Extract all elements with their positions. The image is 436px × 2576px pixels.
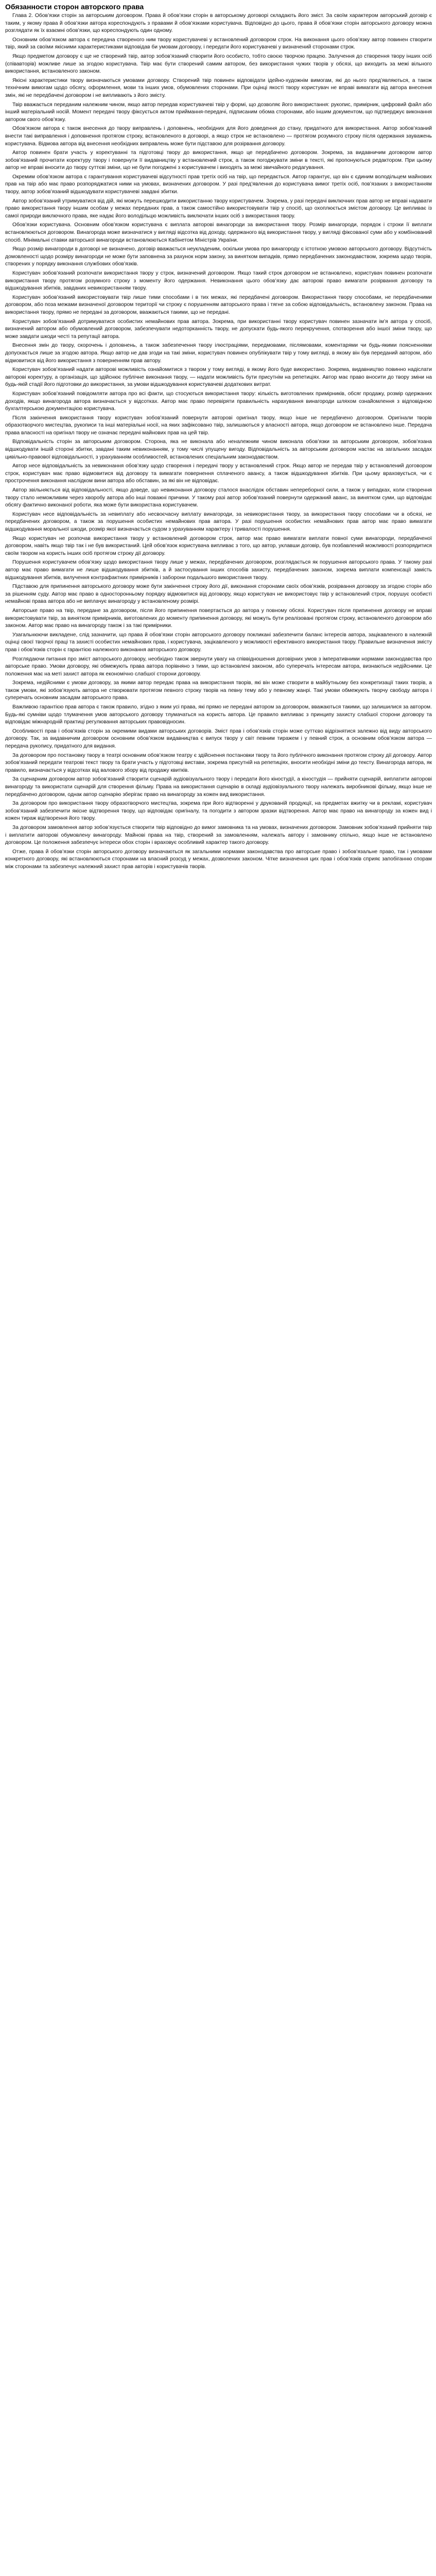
- paragraph: Основним обов’язком автора є передача створеного ним твору користувачеві у встановлений договором строк. На виконання цього обов’язку автор повинен створити твір, який за своїми якісними характеристиками відповідав би умовам договору, і передати його користувачеві у визначений сторонами строк.: [5, 37, 432, 50]
- paragraph: Особливості прав і обов’язків сторін за окремими видами авторських договорів. Зміст прав і обов’язків сторін може суттєво відрізнятися залежно від виду авторського договору. Так, за видавничим договором основним обов’язком видавництва є випуск твору у світ певним тиражем і у певний строк, а основним обов’язком автора — передача рукопису, придатного для видання.: [5, 728, 432, 750]
- paragraph: Якщо предметом договору є ще не створений твір, автор зобов’язаний створити його особисто, тобто своєю творчою працею. Залучення до створення твору інших осіб (співавторів) можливе лише за згодою користувача. Твір має бути створений самим автором, без використання чужих творів у обсязі, що виходить за межі вільного використання, встановленого законом.: [5, 53, 432, 75]
- paragraph: Важливою гарантією прав автора є також правило, згідно з яким усі права, які прямо не передані автором за договором, вважаються такими, що залишилися за автором. Будь-які сумніви щодо тлумачення умов авторського договору тлумачаться на користь автора. Це правило випливає з принципу захисту слабшої сторони договору та відповідає міжнародній практиці регулювання авторських правовідносин.: [5, 704, 432, 725]
- paragraph: Розглядаючи питання про зміст авторського договору, необхідно також звернути увагу на співвідношення договірних умов з імперативними нормами законодавства про авторське право. Умови договору, які обмежують права автора порівняно з тими, що встановлені законом, або суперечать інтересам автора, визнаються недійсними. Це положення має на меті захист автора як економічно слабшої сторони договору.: [5, 656, 432, 677]
- paragraph: Автор звільняється від відповідальності, якщо доведе, що невиконання договору сталося внаслідок обставин непереборної сили, а також у випадках, коли створення твору стало неможливим через хворобу автора або інші поважні причини. У такому разі автор зобов’язаний повернути одержаний аванс, за винятком суми, що відповідає обсягу фактично виконаної роботи, яка може бути використана користувачем.: [5, 487, 432, 509]
- paragraph: Зокрема, недійсними є умови договору, за якими автор передає права на використання творів, які він може створити в майбутньому без конкретизації таких творів, а також умови, які зобов’язують автора не створювати протягом певного строку творів на певну тему або у певному жанрі. Такі умови обмежують творчу свободу автора і суперечать основним засадам авторського права.: [5, 680, 432, 701]
- paragraph: Твір вважається переданим належним чином, якщо автор передав користувачеві твір у формі, що дозволяє його використання: рукопис, примірник, цифровий файл або інший матеріальний носій. Момент передачі твору фіксується актом приймання-передачі, підписаним обома сторонами, або іншим документом, що підтверджує виконання автором свого обов’язку.: [5, 101, 432, 123]
- document-body: [5, 12, 432, 871]
- paragraph: Автор повинен брати участь у коректуванні та підготовці твору до використання, якщо це передбачено договором. Зокрема, за видавничим договором автор зобов’язаний прочитати коректуру твору і повернути її видавництву у встановлений строк, а також погоджувати зміни в тексті, які пропонуються редактором. При цьому автор не вправі вносити до твору суттєві зміни, що не були погоджені з користувачем і виходять за межі звичайного редагування.: [5, 150, 432, 171]
- document-title: Обязанности сторон авторского права: [5, 3, 144, 11]
- paragraph: Отже, права й обов’язки сторін авторського договору визначаються як загальними нормами законодавства про авторське право і зобов’язальне право, так і умовами конкретного договору, які встановлюються сторонами на власний розсуд у межах, дозволених законом. Чітке визначення цих прав і обов’язків сприяє запобіганню спорам між сторонами та забезпечує належний захист прав авторів і користувачів творів.: [5, 849, 432, 870]
- paragraph: За договором про використання твору образотворчого мистецтва, зокрема при його відтворенні у друкованій продукції, на предметах вжитку чи в рекламі, користувач зобов’язаний забезпечити якісне відтворення твору, що відповідає оригіналу, та погодити з автором зразки відтворення. Автор має право на винагороду за кожен вид і кожен тираж відтворення його твору.: [5, 801, 432, 822]
- paragraph: Користувач зобов’язаний повідомляти автора про всі факти, що стосуються використання твору: кількість виготовлених примірників, обсяг продажу, розмір одержаних доходів, якщо винагорода автора визначається у відсотках. Автор має право перевіряти правильність нарахування винагороди шляхом ознайомлення з відповідною бухгалтерською документацією користувача.: [5, 391, 432, 412]
- paragraph: За сценарним договором автор зобов’язаний створити сценарій аудіовізуального твору і передати його кіностудії, а кіностудія — прийняти сценарій, виплатити авторові винагороду та використати сценарій для створення фільму. Права на використання сценарію в складі аудіовізуального твору належать виробникові фільму, якщо інше не передбачено договором, однак автор сценарію зберігає право на винагороду за кожен вид використання.: [5, 776, 432, 798]
- paragraph: Глава 2. Обов’язки сторін за авторським договором. Права й обов’язки сторін в авторському договорі складають його зміст. За своїм характером авторський договір є таким, у якому права й обов’язки автора кореспондують з правами й обов’язками користувача. Відповідно до цього, права й обов’язки сторін авторського договору можна розглядати як їх взаємні обов’язки, що кореспондують один одному.: [5, 13, 432, 34]
- paragraph: Якщо користувач не розпочав використання твору у встановлений договором строк, автор має право вимагати виплати повної суми винагороди, передбаченої договором, навіть якщо твір так і не був використаний. Цей обов’язок користувача випливає з того, що автор, уклавши договір, був позбавлений можливості розпорядитися своїм твором на користь інших осіб протягом строку дії договору.: [5, 535, 432, 556]
- paragraph: Користувач зобов’язаний надати авторові можливість ознайомитися з твором у тому вигляді, в якому його буде використано. Зокрема, видавництво повинно надіслати авторові коректуру, а організація, що здійснює публічне виконання твору, — надати можливість бути присутнім на репетиціях. Автор має право вносити до твору зміни на будь-якій стадії його підготовки до використання, за умови відшкодування користувачеві додаткових витрат.: [5, 367, 432, 388]
- paragraph: Користувач зобов’язаний використовувати твір лише тими способами і в тих межах, які передбачені договором. Використання твору способами, не передбаченими договором, або поза межами визначеної договором території чи строку є порушенням авторського права і тягне за собою відповідальність, встановлену законом. Права на використання твору, прямо не передані за договором, вважаються такими, що не передані.: [5, 294, 432, 315]
- paragraph: Користувач несе відповідальність за невиплату або несвоєчасну виплату винагороди, за невикористання твору, за використання твору способами чи в обсязі, не передбачених договором, а також за порушення особистих немайнових прав автора. У разі порушення особистих немайнових прав автор має право вимагати відшкодування моральної шкоди, розмір якої визначається судом з урахуванням характеру і тривалості порушення.: [5, 511, 432, 532]
- paragraph: Якщо розмір винагороди в договорі не визначено, договір вважається неукладеним, оскільки умова про винагороду є істотною умовою авторського договору. Відсутність домовленості щодо розміру винагороди не може бути заповнена за рахунок норм закону, за винятком випадків, прямо передбачених законодавством, зокрема щодо творів, створених у порядку виконання службових обов’язків.: [5, 246, 432, 267]
- paragraph: За договором про постановку твору в театрі основним обов’язком театру є здійснення постановки твору та його публічного виконання протягом строку дії договору. Автор зобов’язаний передати театрові текст твору та брати участь у підготовці вистави, зокрема присутній на репетиціях, вносити необхідні зміни до тексту. Винагорода автора, як правило, визначається у відсотках від валового збору від продажу квитків.: [5, 752, 432, 773]
- paragraph: Внесення змін до твору, скорочень і доповнень, а також забезпечення твору ілюстраціями, передмовами, післямовами, коментарями чи будь-якими поясненнями допускається лише за згодою автора. Якщо автор не дав згоди на такі зміни, користувач повинен опублікувати твір у тому вигляді, в якому він був переданий автором, або відмовитися від його використання з поверненням прав автору.: [5, 343, 432, 364]
- paragraph: Узагальнюючи викладене, слід зазначити, що права й обов’язки сторін авторського договору покликані забезпечити баланс інтересів автора, зацікавленого в належній оцінці своєї творчої праці та захисті особистих немайнових прав, і користувача, зацікавленого у можливості ефективного використання твору. Правильне визначення змісту прав і обов’язків сторін є гарантією належного виконання авторського договору.: [5, 632, 432, 653]
- paragraph: Порушення користувачем обов’язку щодо використання твору лише у межах, передбачених договором, розглядається як порушення авторського права. У такому разі автор має право вимагати не лише відшкодування збитків, а й застосування інших способів захисту, передбачених законом, зокрема виплати компенсації замість відшкодування збитків, вилучення контрафактних примірників і заборони подальшого використання твору.: [5, 560, 432, 581]
- paragraph: Автор зобов’язаний утримуватися від дій, які можуть перешкодити використанню твору користувачем. Зокрема, у разі передачі виключних прав автор не вправі надавати право використання твору іншим особам у межах переданих прав, а також самостійно використовувати твір у спосіб, що охоплюється змістом договору. Це випливає із самої природи виключного права, яке надає його володільцю можливість виключати інших осіб з використання твору.: [5, 198, 432, 219]
- paragraph: Окремим обов’язком автора є гарантування користувачеві відсутності прав третіх осіб на твір, що передається. Автор гарантує, що він є єдиним володільцем майнових прав на твір або має право розпоряджатися ними на умовах, визначених договором. У разі пред’явлення до користувача вимог третіх осіб, пов’язаних з використанням твору, автор зобов’язаний відшкодувати користувачеві завдані збитки.: [5, 174, 432, 195]
- paragraph: Після закінчення використання твору користувач зобов’язаний повернути авторові оригінал твору, якщо інше не передбачено договором. Оригінали творів образотворчого мистецтва, рукописи та інші матеріальні носії, на яких зафіксовано твір, залишаються у власності автора, якщо договором не встановлено інше. Передача права власності на оригінал твору не означає передачі майнових прав на цей твір.: [5, 415, 432, 436]
- paragraph: Обов’язки користувача. Основним обов’язком користувача є виплата авторові винагороди за використання твору. Розмір винагороди, порядок і строки її виплати встановлюються договором. Винагорода може визначатися у вигляді відсотка від доходу, одержаного від використання твору, у вигляді фіксованої суми або у комбінований спосіб. Мінімальні ставки авторської винагороди встановлюються Кабінетом Міністрів України.: [5, 222, 432, 243]
- paragraph: Авторське право на твір, передане за договором, після його припинення повертається до автора у повному обсязі. Користувач після припинення договору не вправі використовувати твір, за винятком примірників, виготовлених до моменту припинення договору, які можуть бути реалізовані протягом строку, встановленого договором або законом. Автор має право на винагороду також і за такі примірники.: [5, 607, 432, 629]
- paragraph: Обов’язком автора є також внесення до твору виправлень і доповнень, необхідних для його доведення до стану, придатного для використання. Автор зобов’язаний внести такі виправлення і доповнення протягом строку, встановленого в договорі, а якщо строк не встановлено — протягом розумного строку після одержання зауважень користувача. Відмова автора від внесення необхідних виправлень може бути підставою для розірвання договору.: [5, 126, 432, 147]
- paragraph: Відповідальність сторін за авторським договором. Сторона, яка не виконала або неналежним чином виконала обов’язки за авторським договором, зобов’язана відшкодувати іншій стороні збитки, завдані таким невиконанням, у тому числі упущену вигоду. Відповідальність за авторським договором настає на загальних засадах цивільно-правової відповідальності, з урахуванням особливостей, встановлених спеціальним законодавством.: [5, 439, 432, 460]
- paragraph: Автор несе відповідальність за невиконання обов’язку щодо створення і передачі твору у встановлений строк. Якщо автор не передав твір у встановлений договором строк, користувач має право відмовитися від договору та вимагати повернення сплаченого авансу, а також відшкодування збитків. При цьому враховується, чи є прострочення виконання наслідком вини автора або обставин, за які він не відповідає.: [5, 463, 432, 484]
- paragraph: Якісні характеристики твору визначаються умовами договору. Створений твір повинен відповідати ідейно-художнім вимогам, які до нього пред’являються, а також технічним вимогам щодо обсягу, оформлення, мови та інших умов, обумовлених сторонами. При оцінці якості твору користувач не вправі вимагати від автора внесення змін, які не передбачені договором і не випливають з його змісту.: [5, 77, 432, 98]
- paragraph: Користувач зобов’язаний розпочати використання твору у строк, визначений договором. Якщо такий строк договором не встановлено, користувач повинен розпочати використання твору протягом розумного строку з моменту його одержання. Невиконання цього обов’язку дає авторові право вимагати розірвання договору та відшкодування збитків, завданих невикористанням твору.: [5, 270, 432, 292]
- paragraph: Користувач зобов’язаний дотримуватися особистих немайнових прав автора. Зокрема, при використанні твору користувач повинен зазначати ім’я автора у спосіб, визначений автором або обумовлений договором, забезпечувати недоторканність твору, не допускати будь-якого перекручення, спотворення або іншої зміни твору, що може завдати шкоди честі та репутації автора.: [5, 318, 432, 340]
- paragraph: За договором замовлення автор зобов’язується створити твір відповідно до вимог замовника та на умовах, визначених договором. Замовник зобов’язаний прийняти твір і виплатити авторові обумовлену винагороду. Майнові права на твір, створений за замовленням, належать автору і замовнику спільно, якщо інше не встановлено договором. Це положення забезпечує інтереси обох сторін і враховує особливий характер такого договору.: [5, 824, 432, 846]
- paragraph: Підставою для припинення авторського договору може бути закінчення строку його дії, виконання сторонами своїх обов’язків, розірвання договору за згодою сторін або за рішенням суду. Автор має право в односторонньому порядку відмовитися від договору, якщо користувач не використовує твір у встановлений строк, порушує особисті немайнові права автора або не виплачує винагороду у встановленому розмірі.: [5, 584, 432, 605]
